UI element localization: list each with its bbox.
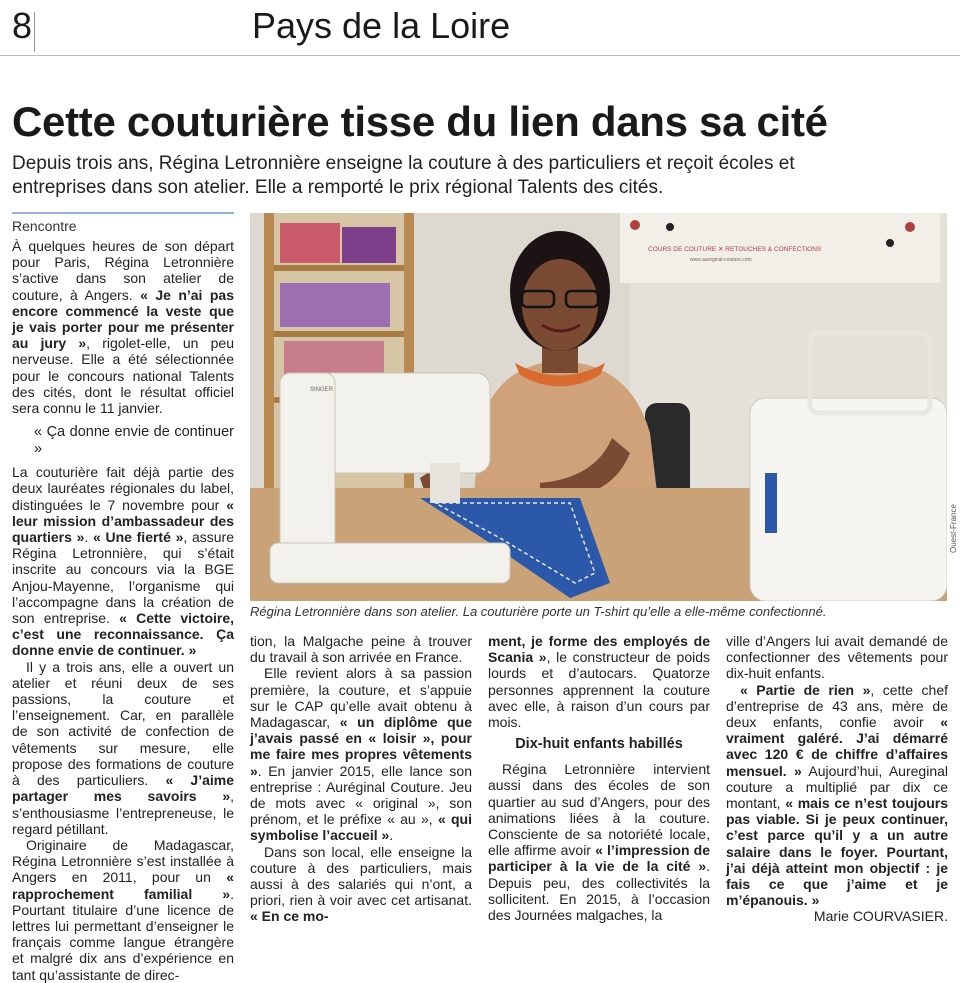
kicker-rule bbox=[12, 212, 234, 214]
banner-text: COURS DE COUTURE ✕ RETOUCHES & CONFECTIONS bbox=[648, 246, 822, 253]
machine-brand: SINGER bbox=[310, 387, 334, 393]
fabric-roll bbox=[342, 227, 396, 263]
author-signature: Marie COURVASIER. bbox=[813, 908, 948, 925]
article-column-2 bbox=[250, 633, 472, 925]
quote-run: ment, je forme des employés de Scania » bbox=[488, 633, 710, 666]
text-run: Elle revient alors à sa passion première, la couture, et s’appuie sur le CAP qu’elle avait obtenu à Madagascar, bbox=[250, 665, 472, 731]
shelf-board bbox=[274, 265, 404, 271]
text-run: , rigolet-elle, un peu nerveuse. Elle a été sélectionnée pour le concours national Talents des cités, dont le résultat officiel sera connu le 11 janvier. bbox=[12, 335, 234, 417]
text-run: , s’enthousiasme l’entrepreneuse, le regard pétillant. bbox=[12, 788, 234, 837]
text-run: . Depuis peu, des collectivités la sollicitent. En 2015, à l’occasion des Journées malgaches, la bbox=[488, 858, 710, 924]
banner-ornament bbox=[905, 222, 915, 232]
paragraph bbox=[488, 633, 710, 730]
photo-credit: Ouest-France bbox=[949, 504, 958, 553]
text-run: , cette chef d’entreprise de 43 ans, mère de deux enfants, confie avoir bbox=[726, 681, 948, 731]
text-run: Dans son local, elle enseigne la couture à des particuliers, mais aussi à des salariés qui n’ont, a priori, rien à voir avec cet artisanat. bbox=[250, 843, 472, 909]
quote-run: « Cette victoire, c’est une reconnaissance. Ça donne envie de continuer. » bbox=[12, 610, 235, 659]
second-machine bbox=[750, 398, 947, 601]
banner-ornament bbox=[630, 220, 640, 230]
standfirst: Depuis trois ans, Régina Letronnière enseigne la couture à des particuliers et reçoit écoles et entreprises dans son atelier. Elle a remporté le prix régional Talents des cités. bbox=[12, 153, 795, 198]
kicker: Rencontre bbox=[12, 218, 77, 234]
machine-spool bbox=[765, 473, 777, 533]
banner-ornament bbox=[886, 239, 894, 247]
paragraph bbox=[726, 682, 948, 909]
sewing-machine-base bbox=[270, 543, 510, 583]
quote-run: « Une fierté » bbox=[93, 529, 184, 546]
subheading: « Ça donne envie de continuer » bbox=[34, 424, 234, 458]
paragraph bbox=[488, 761, 710, 923]
text-run: , le constructeur de poids lourds et d’autocars. Quatorze personnes apprennent la couture avec elle, à raison d’un cours par mois. bbox=[488, 649, 710, 731]
subheading: Dix-huit enfants habillés bbox=[515, 736, 683, 753]
article-column-1 bbox=[12, 238, 234, 983]
banner-url: www.aureginal-couture.com bbox=[690, 257, 752, 263]
quote-run: « vraiment galéré. J’ai démarré avec 120 € de chiffre d’affaires mensuel. » bbox=[726, 714, 948, 779]
text-run: Régina Letronnière intervient aussi dans des écoles de son quartier au sud d’Angers, pour des animations liées à la couture. Consciente de sa notoriété locale, elle affirme avoir bbox=[488, 761, 710, 859]
face bbox=[522, 259, 598, 351]
headline: Cette couturière tisse du lien dans sa cité bbox=[12, 98, 828, 145]
text-run: . En janvier 2015, elle lance son entreprise : Auréginal Couture. Jeu de mots avec « original », son prénom, et le préfixe « au », bbox=[250, 762, 472, 828]
quote-run: « J’aime partager mes savoirs » bbox=[12, 772, 234, 805]
quote-run: « Je n’ai pas encore commencé la veste que je vais porter pour me présenter au jury » bbox=[12, 286, 234, 352]
text-run: Il y a trois ans, elle a ouvert un atelier et réuni deux de ses passions, la couture et l’enseignement. Car, en parallèle de son activité de confection de vêtements sur mesure, elle propose des formations de couture à des particuliers. bbox=[12, 658, 234, 789]
paragraph bbox=[250, 844, 472, 925]
quote-run: « l’impression de participer à la vie de la cité » bbox=[488, 842, 710, 875]
banner-ornament bbox=[666, 223, 674, 231]
paragraph bbox=[12, 659, 234, 837]
section-title: Pays de la Loire bbox=[252, 5, 511, 46]
text-run: Originaire de Madagascar, Régina Letronnière s’est installée à Angers en 2011, pour un bbox=[12, 836, 234, 886]
article-photo bbox=[250, 213, 947, 601]
fabric-roll bbox=[280, 223, 340, 263]
text-run: . bbox=[389, 827, 394, 844]
paragraph: ville d’Angers lui avait demandé de confectionner des vêtements pour dix-huit enfants. bbox=[726, 633, 948, 682]
fabric-stack bbox=[280, 283, 390, 327]
sewing-machine-head bbox=[430, 463, 460, 503]
quote-run: « leur mission d’ambassadeur des quartiers » bbox=[12, 496, 234, 546]
text-run: , assure Régina Letronnière, qui s’était inscrite au concours via la BGE Anjou-Mayenne, l’organisme qui l’accompagne dans la création de son entreprise. bbox=[12, 529, 234, 627]
text-run: . Pourtant titulaire d’une licence de lettres lui permettant d’enseigner le français comme langue étrangère et malgré dix ans d’expérience en tant qu’assistante de direc- bbox=[12, 885, 234, 983]
paragraph: tion, la Malgache peine à trouver du travail à son arrivée en France. bbox=[250, 633, 472, 666]
quote-run: « un diplôme que j’avais passé en « loisir », pour me faire mes propres vêtements » bbox=[250, 714, 472, 779]
paragraph bbox=[12, 464, 234, 658]
quote-run: « qui symbolise l’accueil » bbox=[250, 811, 472, 844]
paragraph bbox=[12, 837, 234, 983]
photo-illustration bbox=[250, 213, 947, 601]
page-number: 8 bbox=[12, 5, 33, 46]
paragraph bbox=[250, 665, 472, 843]
quote-run: « mais ce n’est toujours pas viable. Si je peux continuer, c’est parce qu’il y a un autre salaire dans le foyer. Pourtant, j’ai déjà atteint mon objectif : je fais ce que j’aime et je m’épanouis. » bbox=[726, 795, 948, 909]
paragraph bbox=[12, 238, 234, 416]
shelf-board bbox=[274, 331, 404, 337]
article-column-3 bbox=[488, 633, 710, 923]
quote-run: « En ce mo- bbox=[250, 908, 329, 925]
quote-run: « Partie de rien » bbox=[740, 681, 871, 698]
text-run: Aujourd’hui, Aureginal couture a multiplié par dix ce montant, bbox=[726, 762, 949, 812]
text-run: . bbox=[84, 529, 93, 546]
header-rule bbox=[0, 55, 960, 56]
text-run: À quelques heures de son départ pour Paris, Régina Letronnière s’active dans son atelier de couture, à Angers. bbox=[12, 238, 234, 303]
quote-run: « rapprochement familial » bbox=[12, 869, 234, 902]
header-separator bbox=[34, 12, 35, 52]
text-run: La couturière fait déjà partie des deux lauréates régionales du label, distinguées le 7 novembre pour bbox=[12, 464, 234, 513]
article-column-4 bbox=[726, 633, 948, 925]
photo-caption: Régina Letronnière dans son atelier. La couturière porte un T-shirt qu’elle a elle-même confectionné. bbox=[250, 604, 827, 619]
